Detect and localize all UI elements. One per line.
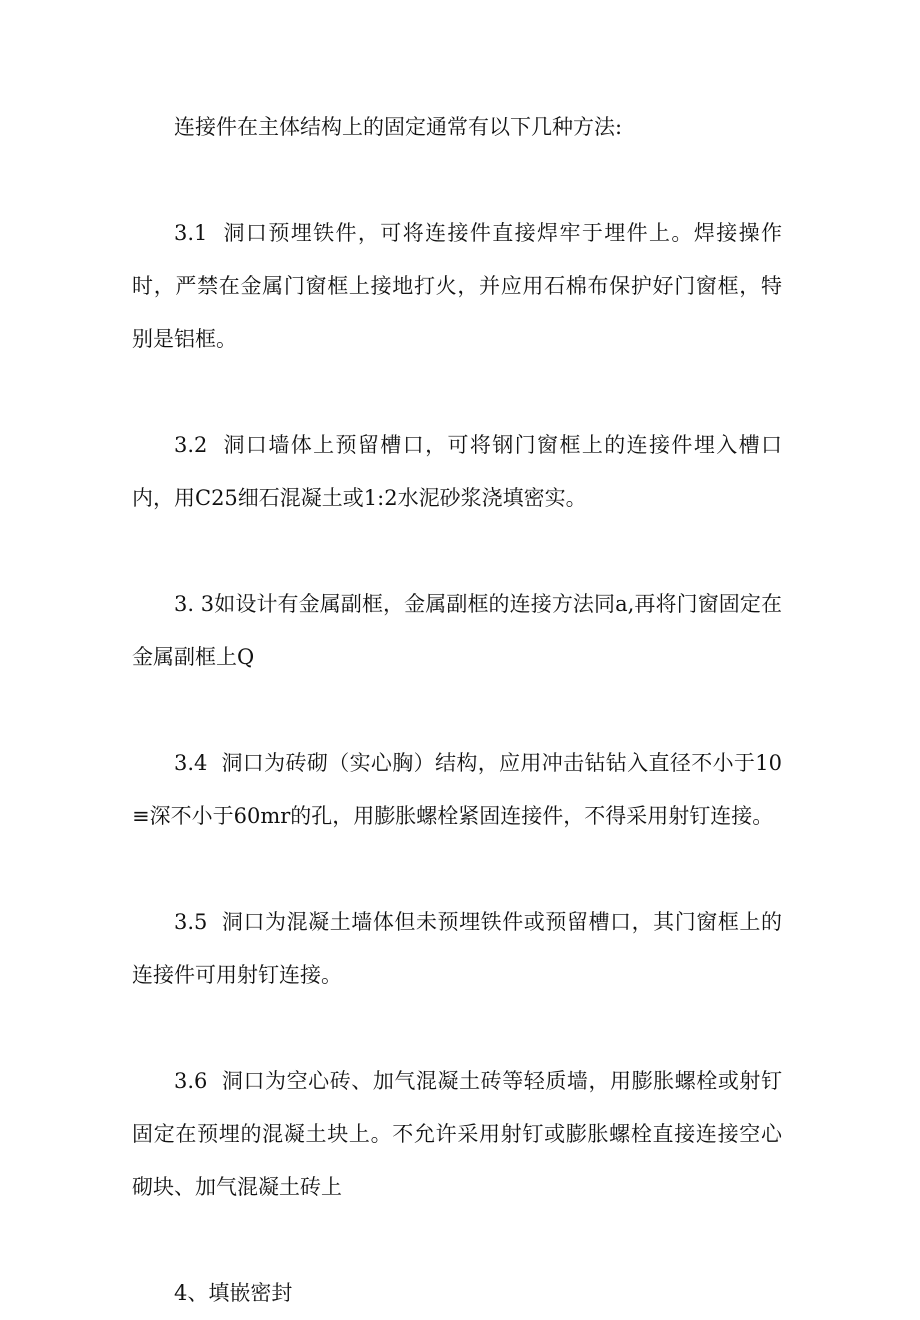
document-body: [132, 101, 782, 1320]
paragraph-3-4: 3.4 洞口为砖砌（实心胸）结构，应用冲击钻钻入直径不小于10≡深不小于60mr的孔，用膨胀螺栓紧固连接件，不得采用射钉连接。: [132, 751, 782, 828]
paragraph-3-5: 3.5 洞口为混凝土墙体但未预埋铁件或预留槽口，其门窗框上的连接件可用射钉连接。: [132, 910, 782, 987]
section-heading-4: 4、填嵌密封: [174, 1281, 293, 1305]
paragraph-3-3: 3. 3如设计有金属副框，金属副框的连接方法同a,再将门窗固定在金属副框上Q: [132, 592, 782, 669]
paragraph-3-2: 3.2 洞口墙体上预留槽口，可将钢门窗框上的连接件埋入槽口内，用C25细石混凝土或1:2水泥砂浆浇填密实。: [132, 433, 782, 510]
paragraph-intro: 连接件在主体结构上的固定通常有以下几种方法:: [174, 115, 623, 139]
paragraph-3-6: 3.6 洞口为空心砖、加气混凝土砖等轻质墙，用膨胀螺栓或射钉固定在预埋的混凝土块上。不允许采用射钉或膨胀螺栓直接连接空心砌块、加气混凝土砖上: [132, 1069, 782, 1199]
paragraph-3-1: 3.1 洞口预埋铁件，可将连接件直接焊牢于埋件上。焊接操作时，严禁在金属门窗框上接地打火，并应用石棉布保护好门窗框，特别是铝框。: [132, 221, 782, 351]
